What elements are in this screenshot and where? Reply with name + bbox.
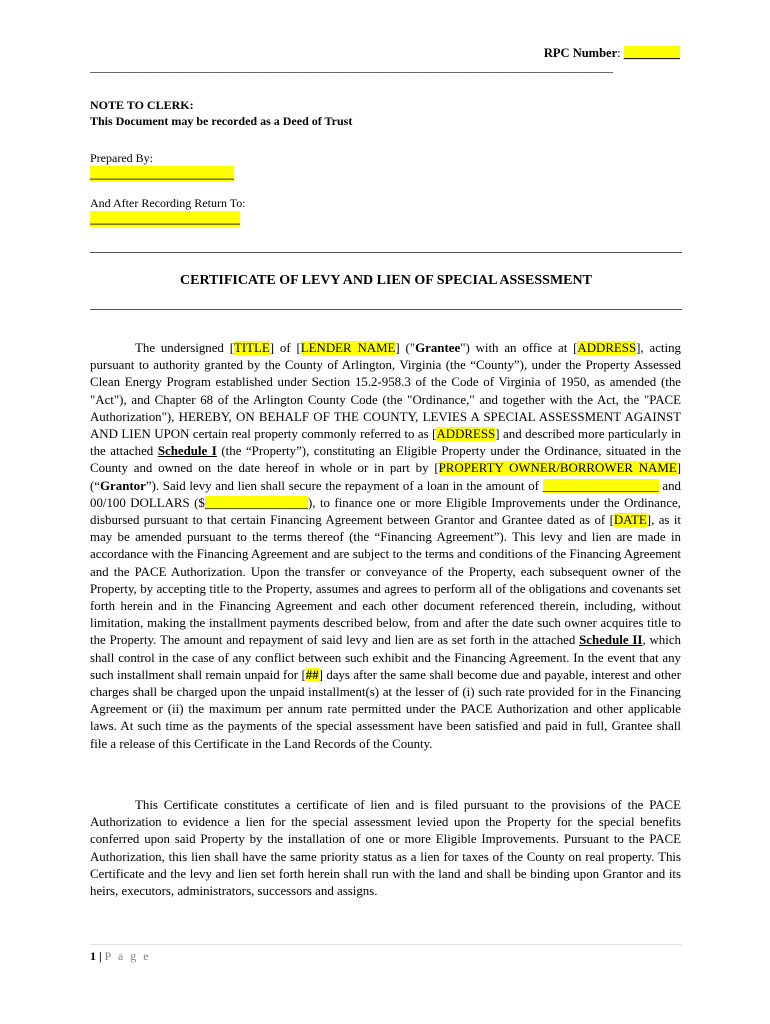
rpc-colon: : xyxy=(617,46,621,60)
grantee-term: Grantee xyxy=(415,341,461,355)
title-rule-top xyxy=(90,252,682,253)
document-title: CERTIFICATE OF LEVY AND LIEN OF SPECIAL ASSESSMENT xyxy=(180,273,592,288)
p1-text: ] (“ xyxy=(90,461,681,493)
return-to-label: And After Recording Return To: xyxy=(90,196,246,210)
p1-text: ] days after the same shall become due and payable, interest and other charges shall be charged upon the unpaid installment(s) at the lesser of (i) such rate provided for in the Financing Agreement or (ii) the maximum per annum rate permitted under the PACE Authorization and other applicable laws. At such time as the payments of the special assessment have been satisfied and paid in full, Grantee shall file a release of this Certificate in the Land Records of the County. xyxy=(90,667,681,751)
p1-text: ”). Said levy and lien shall secure the repayment of a loan in the amount of xyxy=(145,478,543,493)
note-heading: NOTE TO CLERK: xyxy=(90,98,194,112)
p1-text: and 00/100 DOLLARS ($ xyxy=(90,478,681,510)
p1-text: ] (" xyxy=(395,341,416,355)
lender-name-field: LENDER NAME xyxy=(300,341,396,355)
date-field: DATE xyxy=(613,513,647,528)
p1-text: , which shall control in the case of any conflict between such exhibit and the Financing Agreement. In the event that any such installment shall remain unpaid for [ xyxy=(90,633,681,682)
p1-text: ), to finance one or more Eligible Improvements under the Ordinance, disbursed pursuant to that certain Financing Agreement between Grantor and Grantee dated as of [ xyxy=(90,495,681,528)
loan-amount-words-blank: __________________ xyxy=(542,478,659,493)
prepared-by-blank: ________________________ xyxy=(90,167,234,181)
p1-text: ] of [ xyxy=(269,341,301,355)
page-word: P a g e xyxy=(104,949,151,963)
page-number: 1 xyxy=(90,949,96,963)
schedule-ii-ref: Schedule II xyxy=(579,633,643,648)
prepared-by-label: Prepared By: xyxy=(90,151,153,165)
prepared-by xyxy=(90,150,234,182)
title-field: TITLE xyxy=(234,341,270,355)
days-field: ## xyxy=(305,667,319,682)
address-field: ADDRESS xyxy=(577,341,637,355)
title-rule-bottom xyxy=(90,309,682,310)
rpc-label: RPC Number xyxy=(543,46,618,60)
paragraph-certificate xyxy=(90,797,681,900)
note-text: This Document may be recorded as a Deed of Trust xyxy=(90,114,353,128)
page-footer xyxy=(90,949,151,964)
property-address-field: ADDRESS xyxy=(436,427,496,442)
return-to-blank: _________________________ xyxy=(90,212,240,226)
note-to-clerk xyxy=(90,97,352,129)
rpc-number xyxy=(544,46,680,61)
owner-name-field: PROPERTY OWNER/BORROWER NAME xyxy=(438,461,677,476)
loan-amount-number-blank: ________________ xyxy=(204,495,308,510)
schedule-i-ref: Schedule I xyxy=(157,444,217,459)
paragraph-levy xyxy=(90,340,681,753)
top-rule: _______________________________________________________________________________________________ xyxy=(90,60,613,74)
p2-text: This Certificate constitutes a certificate of lien and is filed pursuant to the provisions of the PACE Authorization to evidence a lien for the special assessment levied upon the Property for the special benefits conferred upon said Property by the installation of one or more Eligible Improvements. Pursuant to the PACE Authorization, this lien shall have the same priority status as a lien for taxes of the County on real property. This Certificate and the levy and lien set forth herein shall run with the land and shall be binding upon Grantor and its heirs, executors, administrators, successors and assigns. xyxy=(90,798,681,899)
p1-text: ] and described more particularly in the attached xyxy=(90,427,681,459)
p1-text: ") with an office at [ xyxy=(460,341,578,355)
rpc-blank: _________ xyxy=(623,46,680,60)
return-to xyxy=(90,195,246,227)
p1-text: The undersigned [ xyxy=(135,341,234,355)
grantor-term: Grantor xyxy=(100,478,146,493)
p1-text: (the “Property”), constituting an Eligible Property under the Ordinance, situated in the County and owned on the date hereof in whole or in part by [ xyxy=(90,444,681,476)
footer-separator: | xyxy=(96,949,105,963)
p1-text: ], as it may be amended pursuant to the terms thereof (the “Financing Agreement”). This levy and lien are made in accordance with the Financing Agreement and are subject to the terms and conditions of the Financing Agreement and the PACE Authorization. Upon the transfer or conveyance of the Property, each subsequent owner of the Property, by accepting title to the Property, assumes and agrees to perform all of the obligations and covenants set forth herein and in the Financing Agreement and each other document referenced therein, including, without limitation, making the installment payments described below, from and after the date such owner acquires title to the Property. The amount and repayment of said levy and lien are as set forth in the attached xyxy=(90,513,681,648)
p1-text: ], acting pursuant to authority granted by the County of Arlington, Virginia (the “County”), under the Property Assessed Clean Energy Program established under Section 15.2-958.3 of the Code of Virginia of 1950, as amended (the "Act"), and Chapter 68 of the Arlington County Code (the "Ordinance," and together with the Act, the "PACE Authorization"), HEREBY, ON BEHALF OF THE COUNTY, LEVIES A SPECIAL ASSESSMENT AGAINST AND LIEN UPON certain real property commonly referred to as [ xyxy=(90,341,681,442)
footer-rule xyxy=(90,944,682,945)
